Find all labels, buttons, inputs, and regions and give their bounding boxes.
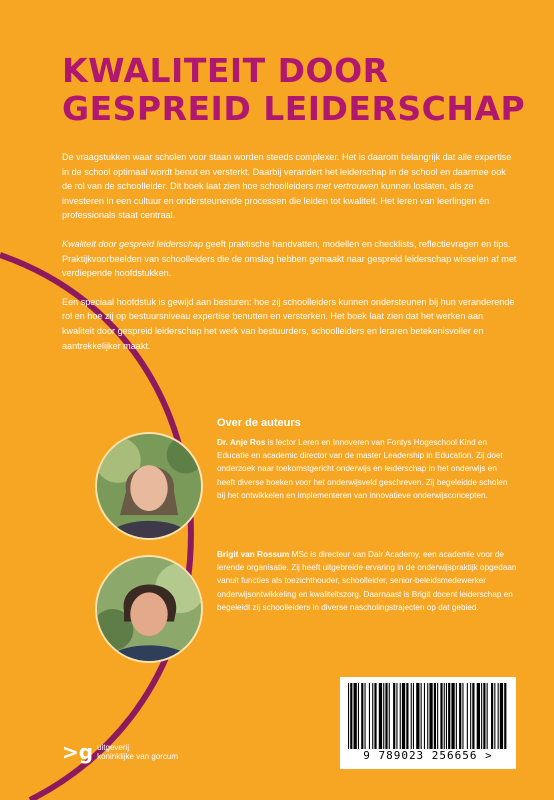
book-title [62,51,526,128]
authors-heading: Over de auteurs [217,417,301,429]
isbn-number: 9 789023 256656 > [363,749,493,762]
title-line-1: KWALITEIT DOOR [62,51,389,90]
publisher-mark-icon: >g [62,740,94,764]
barcode-bars [348,683,508,749]
title-line-2: GESPREID LEIDERSCHAP [62,89,526,128]
intro-paragraph-1: De vraagstukken waar scholen voor staan worden steeds complexer. Het is daarom belangrijk dat alle expertise in de school optimaal wordt benut en versterkt. Daarbij verandert het leiderschap in de school en daarmee ook de rol van de schoolleider. Dit boek laat zien hoe schoolleiders met vertrouwen kunnen loslaten, als ze investeren in een cultuur en ondersteunende processen die leiden tot kwaliteit. Het leren van leerlingen én professionals staat centraal. [62,152,512,221]
publisher-logo [62,742,178,762]
author-photo-brigit-van-rossum [95,555,203,663]
author-bio-brigit-van-rossum: Brigit van Rossum MSc is directeur van Dair Academy, een academie voor de lerende organisatie. Zij heeft uitgebreide ervaring in de onderwijspraktijk opgedaan vanuit functies als toezichthouder, schoolleider, senior-beleidsmedewerker onderwijsontwikkeling en kwaliteitszorg. Daarnaast is Brigit docent leiderschap en begeleidt zij schoolleiders in diverse nascholingstrajecten op dat gebied. [217,550,517,612]
publisher-name: uitgeverij koninklijke van gorcum [97,743,179,761]
intro-paragraph-2: Kwaliteit door gespreid leiderschap geeft praktische handvatten, modellen en checklists, reflectievragen en tips. Praktijkvoorbeelden van schoolleiders die de omslag hebben gemaakt naar gespreid leiderschap wisselen af met verdiepende hoofdstukken. [62,238,517,279]
author-bio-anje-ros: Dr. Anje Ros is lector Leren en Innoveren van Fontys Hogeschool Kind en Educatie en academic director van de master Leadership in Education. Zij doet onderzoek naar toekomstgericht onderwijs en leiderschap in het onderwijs en heeft diverse boeken voor het onderwijsveld geschreven. Zij begeleidde scholen bij het ontwikkelen en implementeren van innovatieve onderwijsconcepten. [217,438,508,500]
intro-paragraph-3: Een speciaal hoofdstuk is gewijd aan besturen: hoe zij schoolleiders kunnen ondersteunen bij hun veranderende rol en hoe zij op bestuursniveau expertise benutten en versterken. Het boek laat zien dat het werken aan kwaliteit door gespreid leiderschap het werk van bestuurders, schoolleiders en leraren betekenisvoller en aantrekkelijker maakt. [62,296,515,351]
author-photo-anje-ros [95,432,203,540]
intro-text [62,150,517,367]
isbn-barcode [340,677,516,769]
